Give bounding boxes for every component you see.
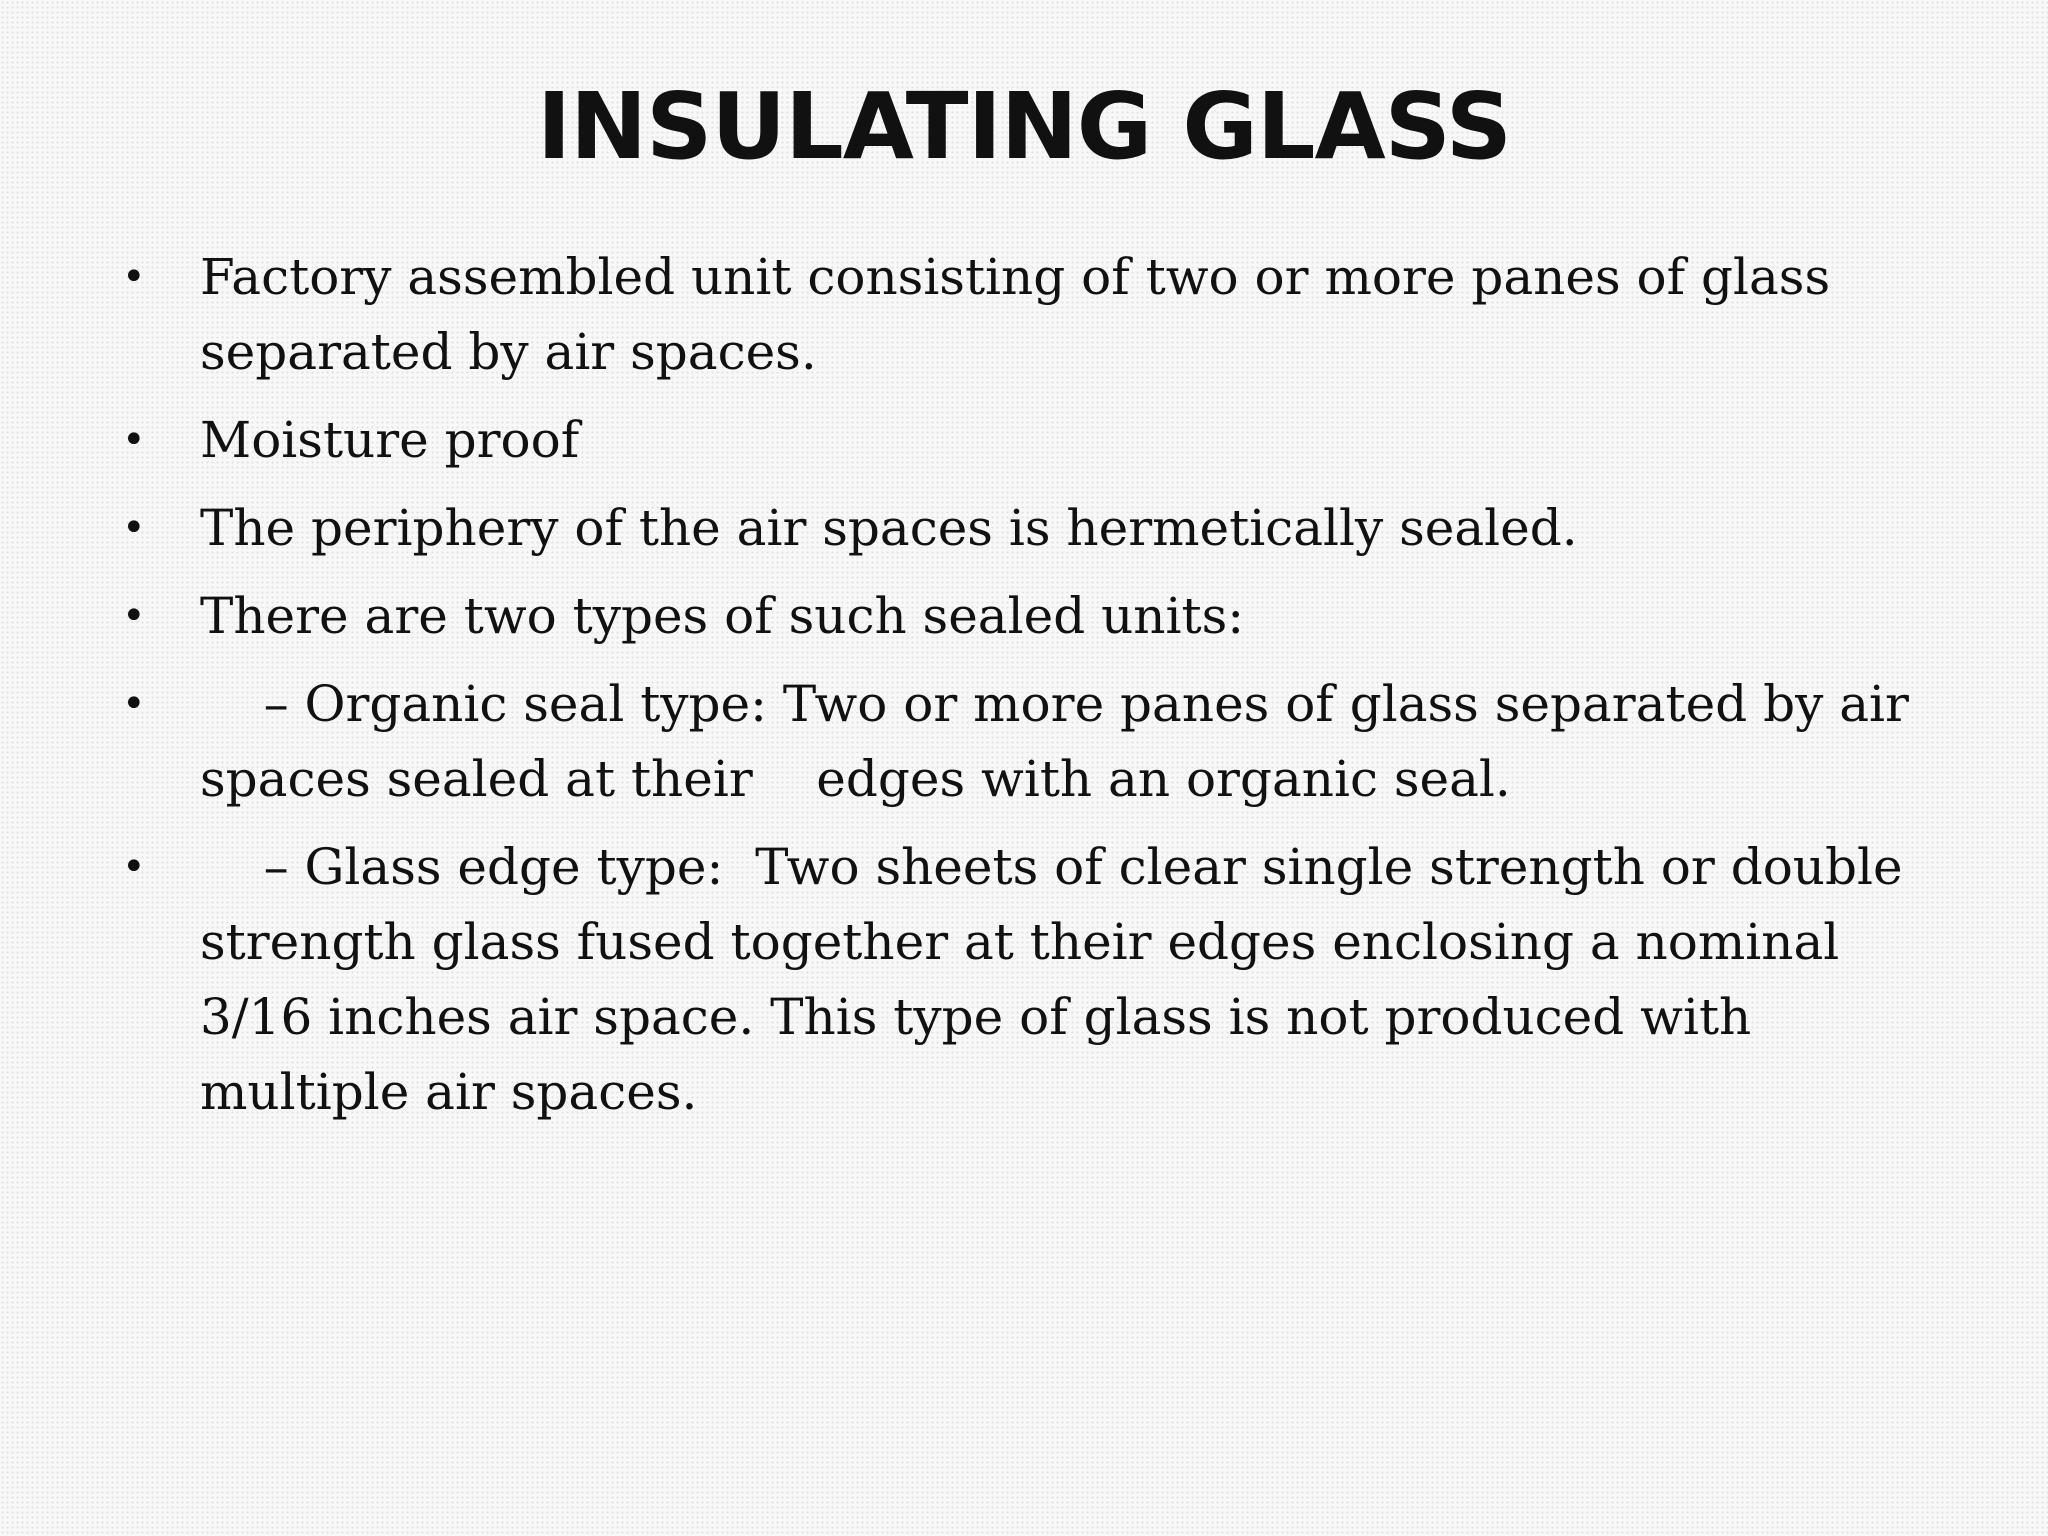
bullet-text: – Glass edge type: Two sheets of clear single strength or double strength glass fused together at their edges enclosing a nominal 3/16 inches air space. This type of glass is not produced with multiple air spaces. (200, 838, 1919, 1121)
bullet-item (122, 579, 1922, 654)
bullet-text: Moisture proof (200, 411, 580, 469)
bullet-list (122, 240, 1925, 1143)
bullet-dot-icon: • (122, 593, 146, 639)
bullet-dot-icon: • (122, 844, 146, 890)
bullet-item (122, 240, 1922, 390)
bullet-text: – Organic seal type: Two or more panes of glass separated by air spaces sealed at their edges with an organic seal. (200, 675, 1925, 808)
bullet-item (122, 830, 1922, 1130)
bullet-item (122, 403, 1922, 478)
bullet-text: The periphery of the air spaces is hermetically sealed. (200, 499, 1578, 557)
bullet-dot-icon: • (122, 417, 146, 463)
bullet-item (122, 667, 1925, 817)
bullet-dot-icon: • (122, 505, 146, 551)
slide-title: INSULATING GLASS (536, 73, 1512, 180)
bullet-item (122, 491, 1922, 566)
bullet-text: There are two types of such sealed units: (200, 587, 1245, 645)
bullet-dot-icon: • (122, 681, 146, 727)
bullet-dot-icon: • (122, 254, 146, 300)
bullet-text: Factory assembled unit consisting of two or more panes of glass separated by air spaces. (200, 248, 1847, 381)
